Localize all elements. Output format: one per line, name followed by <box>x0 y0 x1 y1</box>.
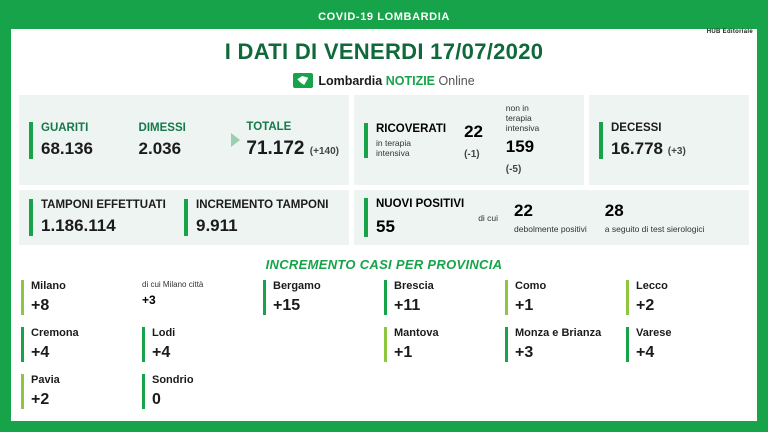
metric-totale-wrap <box>231 121 339 160</box>
province-value: +2 <box>31 391 50 408</box>
di-cui-label: di cui <box>478 212 499 223</box>
metric-tamponi-effettuati-label: TAMPONI EFFETTUATI <box>41 199 166 211</box>
province-value: +8 <box>31 297 50 314</box>
brand-part-3: Online <box>438 73 475 88</box>
intensiva-number: 22 <box>464 122 483 141</box>
metric-nuovi-positivi <box>364 198 464 237</box>
province-name: Como <box>515 280 547 292</box>
province-value: +4 <box>636 344 655 361</box>
metric-dimessi-value: 2.036 <box>138 138 182 158</box>
summary-row-2 <box>11 190 757 245</box>
province-mantova <box>384 327 505 362</box>
panel-ricoverati <box>354 95 584 185</box>
metric-debolmente-positivi <box>514 201 587 234</box>
metric-dimessi <box>139 122 186 159</box>
province-name: Bergamo <box>273 280 321 292</box>
metric-decessi-label: DECESSI <box>611 121 662 134</box>
province-grid <box>11 280 757 409</box>
metric-ricoverati-head <box>364 123 446 158</box>
province-bergamo <box>263 280 384 315</box>
province-brescia <box>384 280 505 315</box>
metric-tamponi-effettuati-value: 1.186.114 <box>41 216 116 235</box>
province-name: Sondrio <box>152 374 194 386</box>
metric-ricoverati-intensiva-sub: in terapia intensiva <box>376 137 411 158</box>
brand-part-2: NOTIZIE <box>385 73 436 88</box>
province-name: Lecco <box>636 280 668 292</box>
metric-ricoverati-label: RICOVERATI <box>376 122 447 135</box>
metric-incremento-tamponi-value: 9.911 <box>196 216 238 235</box>
non-intensiva-delta: (-5) <box>505 164 522 175</box>
province-value: +1 <box>515 297 534 314</box>
test-sierologici-label: a seguito di test sierologici <box>604 224 705 234</box>
province-monza-e-brianza <box>505 327 626 362</box>
province-value: +1 <box>394 344 413 361</box>
debolmente-positivi-label: debolmente positivi <box>514 224 587 234</box>
metric-ricoverati-non-intensiva-value <box>506 137 554 177</box>
summary-row-1 <box>11 95 757 185</box>
province-name: Cremona <box>31 327 79 339</box>
province-cremona <box>21 327 142 362</box>
metric-totale-number: 71.172 <box>246 137 305 159</box>
metric-incremento-tamponi-label: INCREMENTO TAMPONI <box>196 199 329 211</box>
panel-tamponi <box>19 190 349 245</box>
metric-incremento-tamponi <box>184 199 339 236</box>
decessi-number: 16.778 <box>611 138 663 158</box>
province-lecco <box>626 280 747 315</box>
panel-nuovi-positivi <box>354 190 749 245</box>
arrow-right-icon <box>231 133 240 147</box>
metric-guariti <box>29 122 93 159</box>
non-intensiva-number: 159 <box>505 137 535 156</box>
metric-tamponi-effettuati <box>29 199 184 236</box>
debolmente-positivi-value: 22 <box>514 201 533 220</box>
page-title: I DATI DI VENERDI 17/07/2020 <box>224 39 544 64</box>
province-value: +11 <box>394 297 421 314</box>
brand-part-1: Lombardia <box>318 73 383 88</box>
lombardia-logo-icon <box>293 73 313 88</box>
test-sierologici-value: 28 <box>604 201 624 220</box>
province-name: Pavia <box>31 374 60 386</box>
metric-dimessi-label: DIMESSI <box>138 121 186 134</box>
province-section-title: INCREMENTO CASI PER PROVINCIA <box>265 257 503 272</box>
decessi-delta: (+3) <box>667 145 686 157</box>
province-spacer <box>263 327 384 362</box>
kicker-text: COVID-19 LOMBARDIA <box>318 11 450 23</box>
metric-nuovi-positivi-value: 55 <box>376 217 395 236</box>
metric-guariti-label: GUARITI <box>41 121 89 134</box>
metric-totale-delta: (+140) <box>309 145 339 157</box>
province-value: +4 <box>152 344 171 361</box>
metric-ricoverati-intensiva <box>464 118 486 162</box>
province-name: Brescia <box>394 280 434 292</box>
province-value: 0 <box>152 391 161 408</box>
hub-editoriale-label: HUB Editoriale <box>706 29 753 35</box>
province-name: Monza e Brianza <box>515 327 602 339</box>
metric-guariti-value: 68.136 <box>41 138 93 158</box>
province-pavia <box>21 374 142 409</box>
province-sondrio <box>142 374 263 409</box>
metric-ricoverati-non-intensiva-sub: non in terapia intensiva <box>505 103 540 133</box>
province-name: Milano <box>31 280 66 292</box>
province-value: +4 <box>31 344 50 361</box>
province-como <box>505 280 626 315</box>
metric-test-sierologici <box>605 201 705 234</box>
metric-decessi-value <box>611 139 686 159</box>
metric-totale-value <box>246 138 339 160</box>
metric-totale <box>246 121 339 160</box>
province-name: Mantova <box>394 327 439 339</box>
metric-ricoverati-non-intensiva <box>506 103 554 177</box>
brand-row <box>11 73 757 88</box>
province-lodi <box>142 327 263 362</box>
milano-citta-value: +3 <box>142 293 156 307</box>
province-milano-citta <box>142 280 263 315</box>
province-value: +2 <box>636 297 655 314</box>
province-value: +3 <box>515 344 534 361</box>
intensiva-delta: (-1) <box>464 149 480 160</box>
milano-citta-label: di cui Milano città <box>142 280 204 289</box>
metric-ricoverati-intensiva-value <box>464 122 486 162</box>
province-value: +15 <box>273 297 301 314</box>
metric-totale-label: TOTALE <box>246 120 292 133</box>
panel-decessi <box>589 95 749 185</box>
province-name: Varese <box>636 327 672 339</box>
metric-decessi <box>599 122 686 159</box>
province-name: Lodi <box>152 327 176 339</box>
metric-nuovi-positivi-label: NUOVI POSITIVI <box>376 198 465 210</box>
brand-text <box>318 74 474 88</box>
province-milano <box>21 280 142 315</box>
top-band <box>11 11 757 29</box>
panel-guariti-dimessi-totale <box>19 95 349 185</box>
province-varese <box>626 327 747 362</box>
